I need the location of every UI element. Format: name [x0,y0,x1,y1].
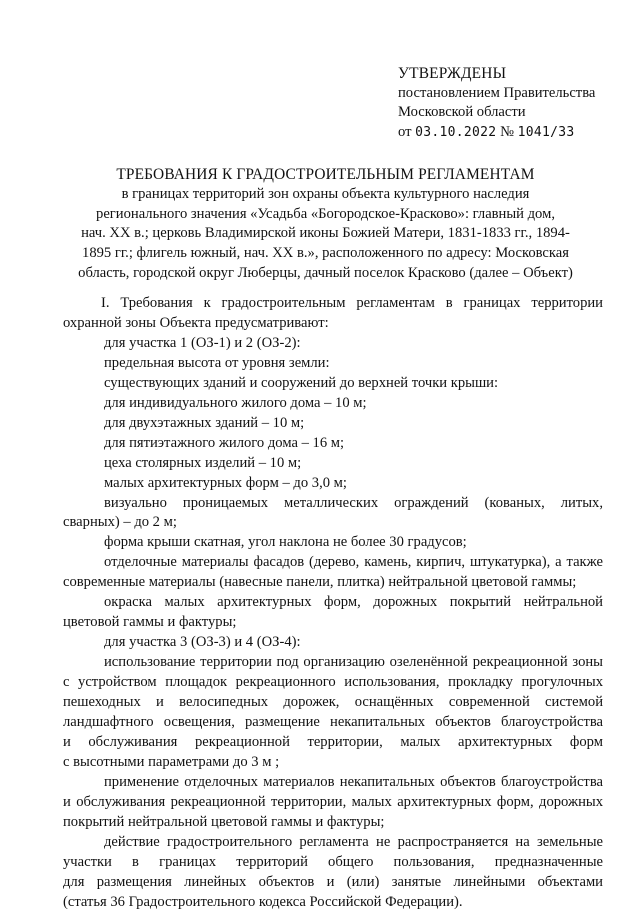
roof-line: форма крыши скатная, угол наклона не более 30 градусов; [104,534,467,551]
list-item: для индивидуального жилого дома – 10 м; [104,394,367,411]
section-1-line-1: I. Требования к градостроительным регламентам в границах территории [101,295,603,311]
list-item: существующих зданий и сооружений до верхней точки крыши: [104,374,499,391]
approval-date: 03.10.2022 [415,124,497,140]
title-line: 1895 гг.; флигель южный, нач. XX в.», расположенного по адресу: Московская [82,245,569,262]
approval-line-1: постановлением Правительства [398,84,596,101]
number-sign: № [500,123,515,140]
use-line-1: использование территории под организацию озеленённой рекреационной зоны [104,654,603,671]
date-prefix: от [398,123,412,140]
use-line-5: и обслуживания рекреационной территории, малых архитектурных форм [63,733,603,750]
approval-line-2: Московской области [398,104,526,120]
fence-line-1: визуально проницаемых металлических ограждений (кованых, литых, [104,494,603,511]
list-item: для двухэтажных зданий – 10 м; [104,414,305,431]
use-line-4: ландшафтного освещения, размещение некапитальных объектов благоустройства [63,714,603,731]
apply-line-3: покрытий нейтральной цветовой гаммы и фактуры; [63,813,385,830]
approval-stamp [398,64,595,142]
approval-number: 1041/33 [517,124,575,140]
paint-line-2: цветовой гаммы и фактуры; [63,614,237,631]
finish-line-1: отделочные материалы фасадов (дерево, камень, кирпич, штукатурка), а также [104,554,603,571]
list-item: для участка 1 (ОЗ-1) и 2 (ОЗ-2): [104,334,301,351]
plot-3-4-line: для участка 3 (ОЗ-3) и 4 (ОЗ-4): [104,634,301,651]
action-line-4: (статья 36 Градостроительного кодекса Российской Федерации). [63,893,463,910]
title-line: в границах территорий зон охраны объекта культурного наследия [121,185,530,202]
list-item: цеха столярных изделий – 10 м; [104,454,302,471]
use-line-3: пешеходных и велосипедных дорожек, оснащённых современной системой [63,694,603,711]
action-line-3: для размещения линейных объектов и (или) занятые линейными объектами [63,873,603,890]
action-line-2: участки в границах территорий общего пользования, предназначенные [63,853,603,870]
action-line-1: действие градостроительного регламента не распространяется на земельные [104,833,603,850]
title-main: ТРЕБОВАНИЯ К ГРАДОСТРОИТЕЛЬНЫМ РЕГЛАМЕНТАМ [116,166,535,183]
apply-line-1: применение отделочных материалов некапитальных объектов благоустройства [104,773,603,790]
use-line-6: с высотными параметрами до 3 м ; [63,753,280,770]
document-title [40,165,611,284]
list-item: для пятиэтажного жилого дома – 16 м; [104,434,345,451]
list-item: предельная высота от уровня земли: [104,354,330,371]
use-line-2: с устройством площадок рекреационного использования, прокладку прогулочных [63,674,603,691]
apply-line-2: и обслуживания рекреационной территории, малых архитектурных форм, дорожных [63,793,603,810]
section-1-line-2: охранной зоны Объекта предусматривают: [63,314,329,331]
document-body [63,294,603,913]
title-line: область, городской округ Люберцы, дачный поселок Красково (далее – Объект) [78,264,573,281]
approval-dateline [398,123,595,143]
paint-line-1: окраска малых архитектурных форм, дорожных покрытий нейтральной [104,594,603,611]
approval-heading: УТВЕРЖДЕНЫ [398,65,507,82]
list-item: малых архитектурных форм – до 3,0 м; [104,474,347,491]
fence-line-2: сварных) – до 2 м; [63,514,177,531]
finish-line-2: современные материалы (навесные панели, плитка) нейтральной цветовой гаммы; [63,574,577,591]
title-line: нач. XX в.; церковь Владимирской иконы Божией Матери, 1831-1833 гг., 1894- [81,225,570,242]
title-line: регионального значения «Усадьба «Богородское-Красково»: главный дом, [96,205,555,222]
